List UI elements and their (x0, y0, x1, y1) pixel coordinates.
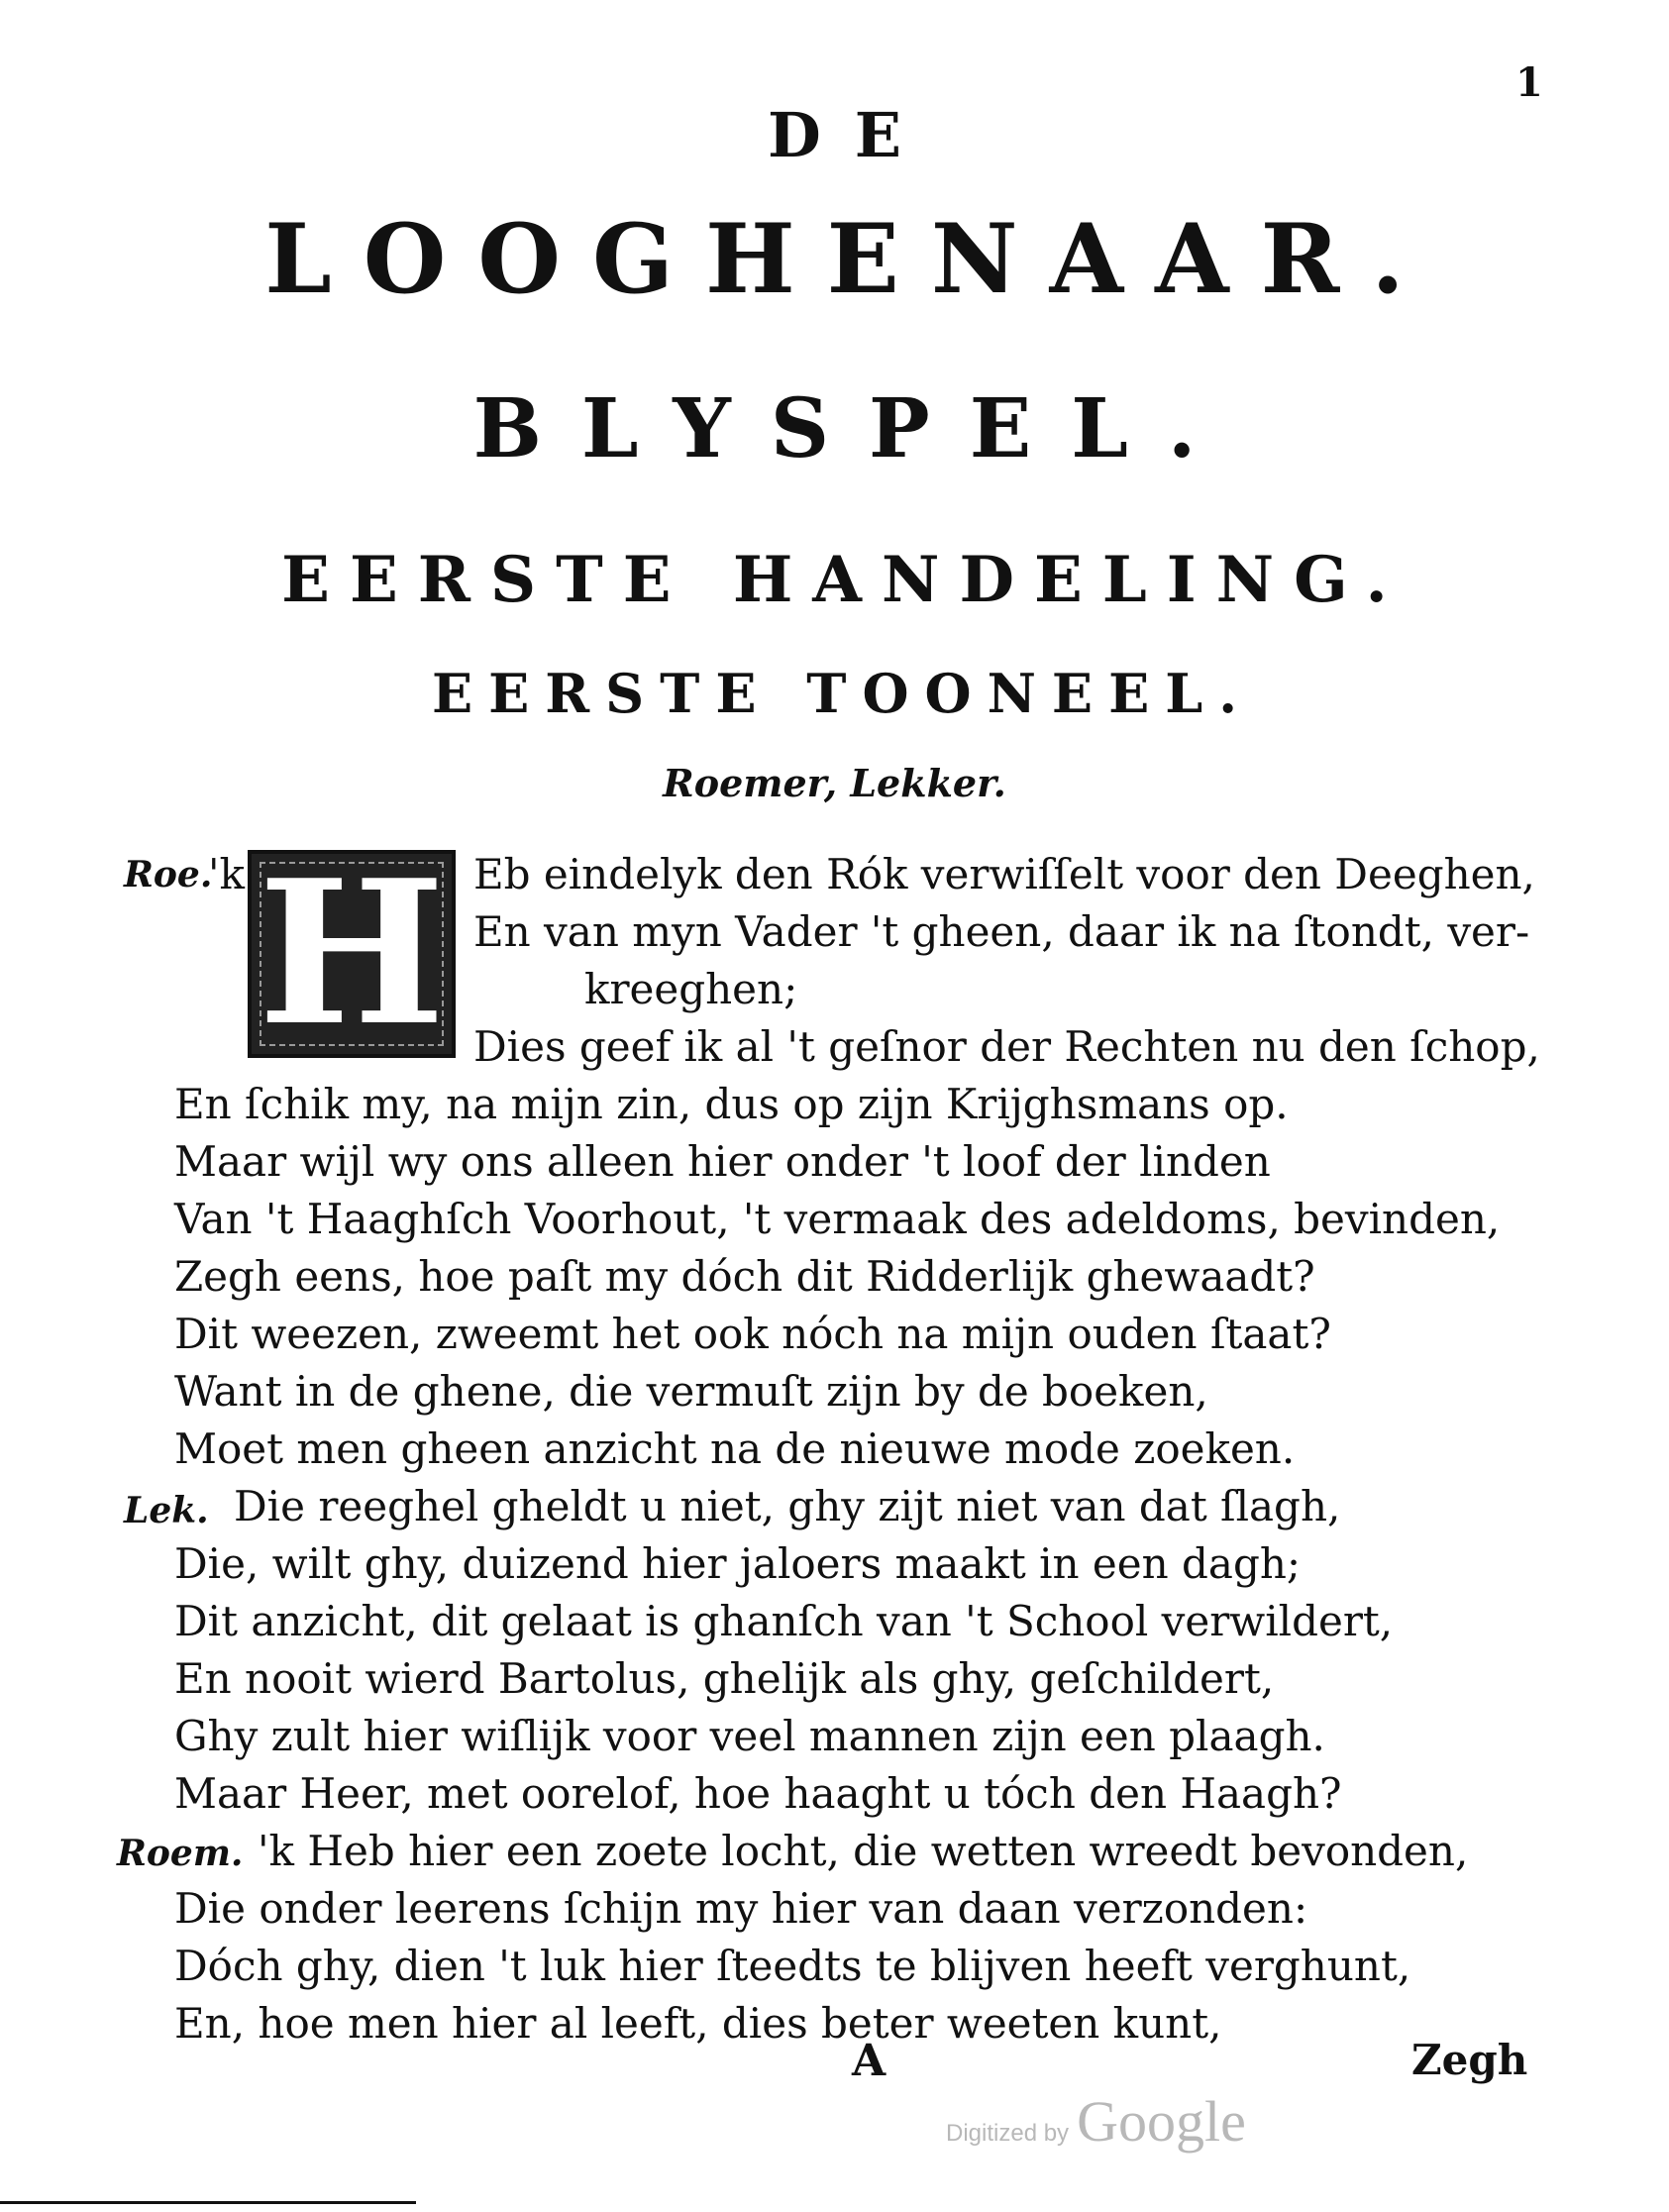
speaker-lek: Lek. (124, 1490, 209, 1531)
verse-line: Van 't Haaghſch Voorhout, 't vermaak des adeldoms, bevinden, (174, 1195, 1501, 1243)
verse-line: Dóch ghy, dien 't luk hier ſteedts te blijven heeft verghunt, (174, 1942, 1411, 1990)
verse-line: kreeghen; (584, 965, 798, 1013)
title-line-main: LOOGHENAAR. (264, 203, 1436, 315)
verse-line: Dit weezen, zweemt het ook nóch na mijn ouden ſtaat? (174, 1310, 1331, 1358)
verse-line: Zegh eens, hoe paſt my dóch dit Ridderlijk ghewaadt? (174, 1252, 1315, 1301)
verse-line: 'k Heb hier een zoete locht, die wetten wreedt bevonden, (258, 1827, 1469, 1875)
decorated-initial-letter: H (258, 837, 446, 1070)
verse-line: Moet men gheen anzicht na de nieuwe mode zoeken. (174, 1424, 1296, 1473)
verse-line: Dies geef ik al 't geſnor der Rechten nu den ſchop, (473, 1022, 1540, 1071)
drop-cap-prefix: 'k (208, 850, 245, 898)
speaker-roem: Roem. (117, 1833, 244, 1874)
verse-line: Die onder leerens ſchijn my hier van daan verzonden: (174, 1884, 1308, 1933)
verse-line: Maar Heer, met oorelof, hoe haaght u tóch den Haagh? (174, 1769, 1342, 1818)
characters-list: Roemer, Lekker. (663, 761, 1006, 805)
title-line-genre: BLYSPEL. (472, 381, 1236, 476)
digitization-watermark (946, 2088, 1246, 2155)
page-number: 1 (1515, 59, 1543, 106)
decorated-initial (248, 837, 456, 1070)
watermark-brand: Google (1077, 2089, 1246, 2154)
scene-heading: EERSTE TOONEEL. (431, 662, 1254, 725)
verse-line: En nooit wierd Bartolus, ghelijk als ghy, geſchildert, (174, 1654, 1275, 1703)
catchword: Zegh (1411, 2036, 1528, 2084)
verse-line: Die, wilt ghy, duizend hier jaloers maakt in een dagh; (174, 1539, 1302, 1588)
verse-line: En ſchik my, na mijn zin, dus op zijn Krijghsmans op. (174, 1080, 1289, 1128)
verse-line: Maar wijl wy ons alleen hier onder 't loof der linden (174, 1137, 1271, 1186)
verse-line: Ghy zult hier wiſlijk voor veel mannen zijn een plaagh. (174, 1712, 1325, 1760)
verse-line: En van myn Vader 't gheen, daar ik na ſtondt, ver- (473, 907, 1530, 956)
act-heading: EERSTE HANDELING. (281, 543, 1408, 617)
speaker-roe: Roe. (124, 854, 213, 895)
verse-line: En, hoe men hier al leeft, dies beter weeten kunt, (174, 1999, 1222, 2048)
verse-line: Eb eindelyk den Rók verwiſſelt voor den Deeghen, (473, 850, 1535, 898)
verse-line: Die reeghel gheldt u niet, ghy zijt niet van dat ſlagh, (234, 1482, 1341, 1530)
signature-mark: A (852, 2036, 887, 2086)
verse-line: Want in de ghene, die vermuſt zijn by de boeken, (174, 1367, 1208, 1416)
bottom-rule (0, 2201, 416, 2204)
title-line-de: DE (767, 99, 936, 171)
watermark-prefix: Digitized by (946, 2120, 1070, 2147)
verse-line: Dit anzicht, dit gelaat is ghanſch van 't School verwildert, (174, 1597, 1394, 1645)
